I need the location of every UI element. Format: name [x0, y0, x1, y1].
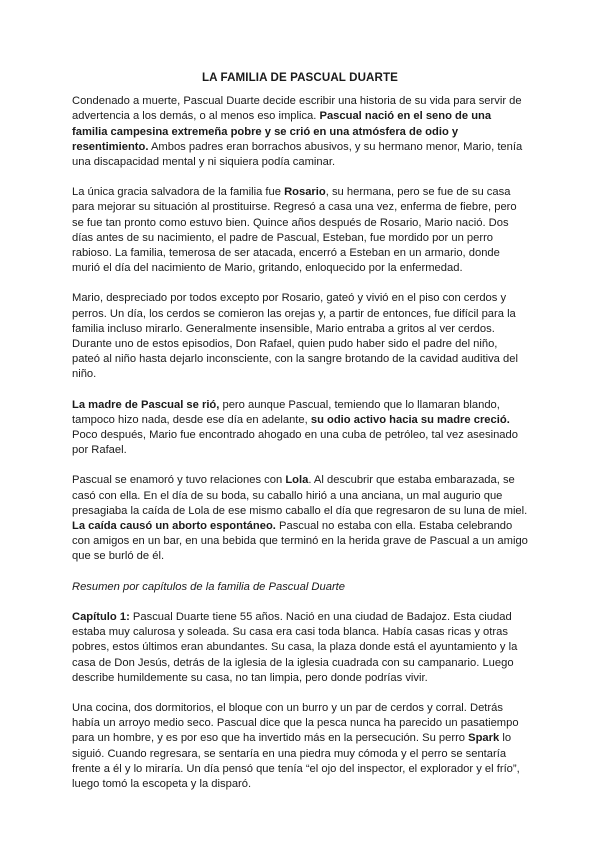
text-run: Pascual Duarte tiene 55 años. Nació en una ciudad de Badajoz. Esta ciudad estaba muy calurosa y soleada. Su casa era casi toda blanca. Había casas ricas y otras pobres, estos últimos eran abundantes. Su casa, la plaza donde está el ayuntamiento y la casa de Don Jesús, detrás de la iglesia de la iglesia cuadrada con su campanario. Luego describe humildemente su casa, no tan limpia, pero donde podrías vivir.: [72, 610, 518, 684]
bold-text-run: La madre de Pascual se rió,: [72, 398, 220, 411]
bold-text-run: La caída causó un aborto espontáneo.: [72, 520, 276, 533]
text-run: Poco después, Mario fue encontrado ahogado en una cuba de petróleo, tal vez asesinado por Rafael.: [72, 429, 518, 457]
document-page: [72, 70, 528, 807]
bold-text-run: Capítulo 1:: [72, 610, 130, 623]
text-run: La única gracia salvadora de la familia fue: [72, 186, 285, 199]
paragraph: [72, 185, 528, 276]
text-run: Ambos padres eran borrachos abusivos, y su hermano menor, Mario, tenía una discapacidad mental y ni siquiera podía caminar.: [72, 140, 523, 169]
bold-text-run: Pascual nació en el seno de una familia campesina extremeña pobre y se crió en una atmósfera de odio y resentimiento.: [72, 110, 492, 153]
text-run: . Al descubrir que estaba embarazada, se casó con ella. En el día de su boda, su caballo hirió a una anciana, un mal augurio que presagiaba la caída de Lola de ese mismo caballo el día que regresaron de su luna de miel.: [72, 474, 528, 517]
text-run: pero aunque Pascual, temiendo que lo llamaran blando, tampoco hizo nada, desde ese día en adelante,: [72, 398, 500, 426]
bold-text-run: Spark: [468, 732, 500, 745]
paragraph: [72, 291, 528, 382]
text-run: Mario, despreciado por todos excepto por Rosario, gateó y vivió en el piso con cerdos y perros. Un día, los cerdos se comieron las orejas y, a partir de entonces, fue difícil para la familia incluso mirarlo. Generalmente insensible, Mario entraba a gritos al ver cerdos. Durante uno de estos episodios, Don Rafael, quien pudo haber sido el padre del niño, pateó al niño hasta dejarlo inconsciente, con la sangre brotando de la cavidad auditiva del niño.: [72, 292, 518, 381]
bold-text-run: Rosario: [284, 186, 326, 199]
text-run: Pascual se enamoró y tuvo relaciones con: [72, 474, 286, 487]
chapter-section: [72, 610, 528, 792]
bold-text-run: Lola: [285, 474, 309, 487]
text-run: Condenado a muerte, Pascual Duarte decide escribir una historia de su vida para servir de advertencia a los demás, o al menos eso implica.: [72, 95, 522, 123]
paragraph: [72, 94, 528, 170]
page-title: LA FAMILIA DE PASCUAL DUARTE: [201, 71, 399, 84]
paragraph: [72, 473, 528, 564]
text-run: , su hermana, pero se fue de su casa para mejorar su situación al prostituirse. Regresó a casa una vez, enferma de fiebre, pero se fue tan pronto como estuvo bien. Quince años después de Rosario, Mario nació. Dos días antes de su nacimiento, el padre de Pascual, Esteban, fue mordido por un perro rabioso. La familia, temerosa de ser atacada, encerró a Esteban en un armario, donde murió el día del nacimiento de Mario, gritando, enloquecido por la enfermedad.: [72, 186, 517, 275]
paragraph: [72, 610, 528, 686]
text-run: Una cocina, dos dormitorios, el bloque con un burro y un par de cerdos y corral. Detrás había un arroyo medio seco. Pascual dice que la pesca nunca ha parecido un pasatiempo para un hombre, y es por eso que ha invertido más en la persecución. Su perro: [72, 701, 519, 745]
intro-section: [72, 94, 528, 564]
paragraph: [72, 701, 528, 792]
text-run: Pascual no estaba con ella. Estaba celebrando con amigos en un bar, en una bebida que terminó en la herida grave de Pascual a un amigo que se burló de él.: [72, 520, 528, 563]
bold-text-run: su odio activo hacia su madre creció.: [310, 413, 510, 426]
text-run: lo siguió. Cuando regresara, se sentaría en una piedra muy cómoda y el perro se sentaría frente a él y lo miraría. Un día pensó que tenía “el ojo del inspector, el explorador y el frío”, luego tomó la escopeta y la disparó.: [72, 732, 520, 790]
paragraph: [72, 398, 528, 459]
section-subtitle: Resumen por capítulos de la familia de Pascual Duarte: [72, 580, 345, 593]
